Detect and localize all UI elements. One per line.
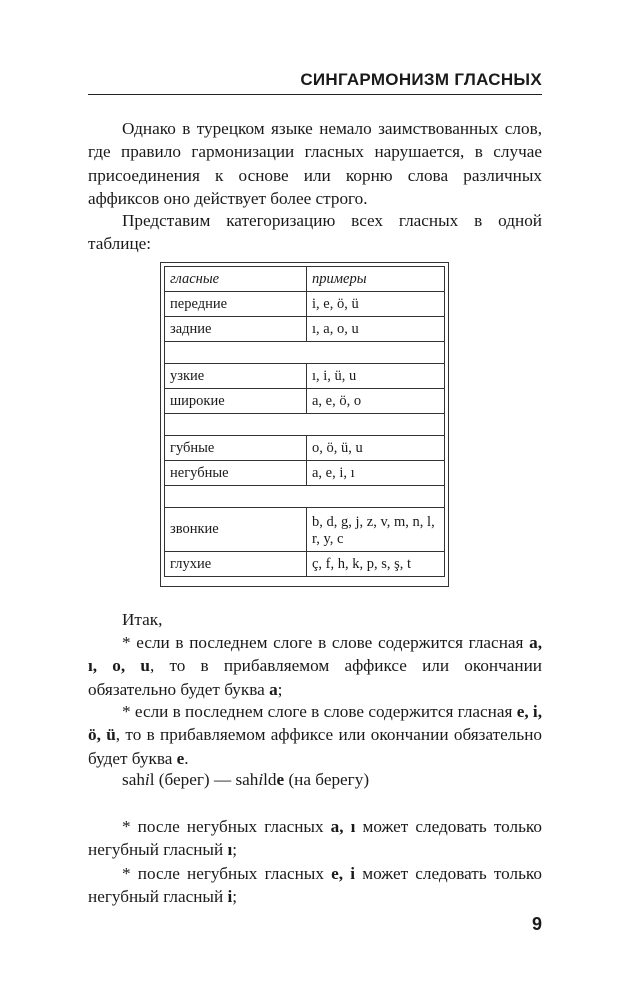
rule-text: может следовать только негубный гласный bbox=[88, 817, 542, 860]
category-cell: узкие bbox=[165, 364, 307, 389]
rule-text: * после негубных гласных bbox=[122, 817, 331, 836]
rule-front-vowels bbox=[88, 700, 542, 770]
category-cell: широкие bbox=[165, 389, 307, 414]
example-vowel: i bbox=[258, 770, 264, 789]
paragraph-text bbox=[88, 700, 542, 770]
header-cell-vowels: гласные bbox=[165, 267, 307, 292]
vowel-table-frame bbox=[160, 262, 449, 587]
table-row bbox=[165, 389, 445, 414]
table-spacer-row bbox=[165, 342, 445, 364]
paragraph-text: Однако в турецком языке немало заимствованных слов, где правило гармонизации гласных нарушается, в случае присоединения к основе или корню слова различных аффиксов оно действует более строго. bbox=[88, 119, 542, 208]
chapter-title: СИНГАРМОНИЗМ ГЛАСНЫХ bbox=[300, 70, 542, 89]
examples-cell: ı, a, o, u bbox=[307, 317, 445, 342]
vowel-letter: e bbox=[176, 748, 185, 768]
table-row bbox=[165, 292, 445, 317]
punctuation: ; bbox=[277, 679, 283, 699]
table-row bbox=[165, 552, 445, 577]
category-cell: негубные bbox=[165, 461, 307, 486]
vowel-letter: a bbox=[269, 679, 278, 699]
header-cell-examples: примеры bbox=[307, 267, 445, 292]
examples-cell: ç, f, h, k, p, s, ş, t bbox=[307, 552, 445, 577]
vowel-letters: e, i bbox=[331, 864, 356, 883]
examples-cell: b, d, g, j, z, v, m, n, l, r, y, c bbox=[307, 508, 445, 552]
rule-text: * после негубных гласных bbox=[122, 864, 332, 883]
table-row bbox=[165, 436, 445, 461]
paragraph-text: Представим категоризацию всех гласных в одной таблице: bbox=[88, 211, 542, 254]
punctuation: ; bbox=[232, 887, 238, 907]
example-vowel: i bbox=[144, 770, 150, 789]
category-cell: задние bbox=[165, 317, 307, 342]
rule-text: * если в последнем слоге в слове содержится гласная bbox=[122, 633, 524, 652]
vowel-letters: e, i, ö, ü bbox=[88, 702, 542, 745]
table-spacer-row bbox=[165, 486, 445, 508]
spacer-cell bbox=[165, 486, 445, 508]
table-spacer-row bbox=[165, 414, 445, 436]
page-number: 9 bbox=[531, 914, 542, 934]
paragraph-text bbox=[88, 631, 542, 701]
table-header-row bbox=[165, 267, 445, 292]
table-row bbox=[165, 364, 445, 389]
spacer-cell bbox=[165, 414, 445, 436]
category-cell: передние bbox=[165, 292, 307, 317]
rule-unrounded-front bbox=[88, 862, 542, 909]
example-word: sah bbox=[235, 770, 259, 789]
vowel-category-table bbox=[164, 266, 445, 577]
category-cell: звонкие bbox=[165, 508, 307, 552]
paragraph-text bbox=[88, 862, 542, 909]
paragraph-text bbox=[88, 815, 542, 862]
rule-text: , то в прибавляемом аффиксе или окончании обязательно будет буква bbox=[88, 656, 542, 699]
vowel-letter: ı bbox=[227, 840, 233, 860]
paragraph-text bbox=[88, 768, 542, 791]
punctuation: ; bbox=[232, 840, 238, 860]
rule-text: может следовать только негубный гласный bbox=[88, 864, 542, 907]
example-line bbox=[88, 768, 542, 791]
examples-cell: a, e, ö, o bbox=[307, 389, 445, 414]
paragraph-intro bbox=[88, 117, 542, 210]
rule-text: * если в последнем слоге в слове содержится гласная bbox=[122, 702, 513, 721]
rule-back-vowels bbox=[88, 631, 542, 701]
example-word: ld bbox=[263, 770, 277, 789]
category-cell: губные bbox=[165, 436, 307, 461]
example-gloss: (берег) — bbox=[154, 770, 236, 789]
examples-cell: i, e, ö, ü bbox=[307, 292, 445, 317]
table-row bbox=[165, 317, 445, 342]
table-row bbox=[165, 508, 445, 552]
examples-cell: a, e, i, ı bbox=[307, 461, 445, 486]
punctuation: . bbox=[184, 748, 189, 768]
example-gloss: (на берегу) bbox=[284, 770, 370, 789]
conclusion-lead bbox=[88, 608, 542, 631]
paragraph-text: Итак, bbox=[122, 610, 163, 629]
rule-text: , то в прибавляемом аффиксе или окончании обязательно будет буква bbox=[88, 725, 542, 768]
examples-cell: ı, i, ü, u bbox=[307, 364, 445, 389]
category-cell: глухие bbox=[165, 552, 307, 577]
examples-cell: o, ö, ü, u bbox=[307, 436, 445, 461]
example-word: l bbox=[149, 770, 155, 789]
spacer-cell bbox=[165, 342, 445, 364]
rule-unrounded-back bbox=[88, 815, 542, 862]
vowel-letters: a, ı bbox=[330, 817, 356, 836]
vowel-letter: i bbox=[227, 887, 233, 907]
example-suffix-vowel: e bbox=[276, 770, 285, 789]
table-row bbox=[165, 461, 445, 486]
running-header bbox=[88, 70, 542, 95]
example-word: sah bbox=[122, 770, 145, 789]
vowel-letters: a, ı, o, u bbox=[88, 633, 542, 676]
paragraph-table-intro bbox=[88, 209, 542, 256]
